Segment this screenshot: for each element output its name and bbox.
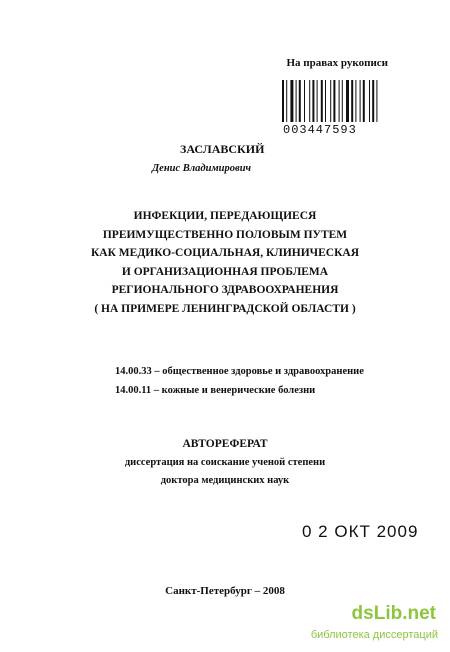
title-line: И ОРГАНИЗАЦИОННАЯ ПРОБЛЕМА <box>121 265 329 278</box>
barcode-bar <box>282 80 284 122</box>
barcode-bar <box>296 80 297 122</box>
barcode-bar <box>325 80 326 122</box>
barcode-bar <box>342 80 343 122</box>
work-kind: АВТОРЕФЕРАТ <box>182 438 268 450</box>
barcode-bar <box>299 80 301 122</box>
barcode-bar <box>333 80 335 122</box>
degree-line: диссертация на соискание ученой степени <box>124 457 326 468</box>
specialty-code-2: 14.00.11 – кожные и венерические болезни <box>115 385 316 396</box>
title-line: КАК МЕДИКО-СОЦИАЛЬНАЯ, КЛИНИЧЕСКАЯ <box>90 247 360 259</box>
barcode-bar <box>321 80 323 122</box>
watermark-logo: dsLib.net <box>351 603 436 624</box>
barcode-bar <box>317 80 318 122</box>
barcode-bar <box>360 80 361 122</box>
barcode-number: 003447593 <box>283 123 357 137</box>
date-stamp: 0 2 ОКТ 2009 <box>302 522 419 541</box>
title-line: РЕГИОНАЛЬНОГО ЗДРАВООХРАНЕНИЯ <box>111 284 339 296</box>
barcode-bar <box>351 80 353 122</box>
specialty-code-1: 14.00.33 – общественное здоровье и здравоохранение <box>115 366 364 377</box>
author-name: Денис Владимирович <box>152 163 252 174</box>
city-year: Санкт-Петербург – 2008 <box>165 585 285 597</box>
dissertation-title <box>0 207 450 318</box>
barcode-bar <box>346 80 349 122</box>
barcode-bar <box>290 80 293 122</box>
title-line: ИНФЕКЦИИ, ПЕРЕДАЮЩИЕСЯ <box>133 210 317 222</box>
barcode-bar <box>363 80 365 122</box>
barcode <box>282 80 394 122</box>
barcode-bar <box>376 80 377 122</box>
barcode-bar <box>339 80 340 122</box>
barcode-bar <box>355 80 356 122</box>
title-line: ( НА ПРИМЕРЕ ЛЕНИНГРАДСКОЙ ОБЛАСТИ ) <box>94 302 356 315</box>
barcode-bar <box>372 80 374 122</box>
watermark-subtitle: библиотека диссертаций <box>310 629 438 641</box>
barcode-bar <box>286 80 287 122</box>
barcode-bar <box>304 80 305 122</box>
title-line: ПРЕИМУЩЕСТВЕННО ПОЛОВЫМ ПУТЕМ <box>102 228 348 241</box>
degree-field: доктора медицинских наук <box>160 475 290 486</box>
barcode-bar <box>369 80 370 122</box>
barcode-bar <box>309 80 310 122</box>
barcode-bar <box>330 80 331 122</box>
author-surname: ЗАСЛАВСКИЙ <box>180 142 265 156</box>
barcode-bar <box>312 80 314 122</box>
manuscript-rights-label: На правах рукописи <box>286 57 388 69</box>
